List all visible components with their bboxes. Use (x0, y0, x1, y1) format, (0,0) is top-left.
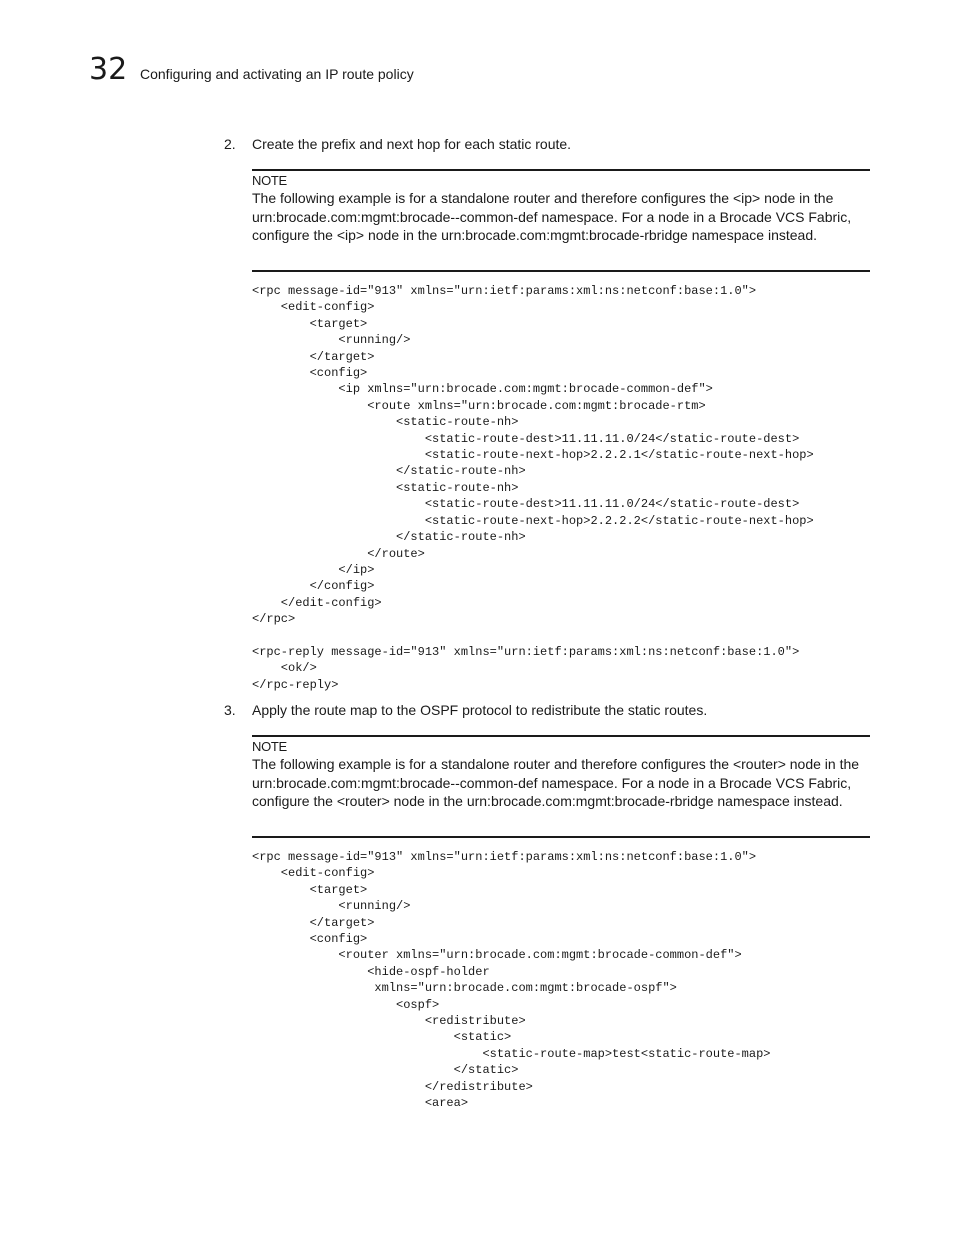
note-text: The following example is for a standalone router and therefore configures the <ip> node in the urn:brocade.com:mgmt:brocade--common-def namespace. For a node in a Brocade VCS Fabric, configure the <ip> node in the urn:brocade.com:mgmt:brocade-rbridge namespace instead. (252, 190, 852, 244)
chapter-title: Configuring and activating an IP route policy (140, 66, 414, 82)
step-number: 3. (224, 702, 236, 718)
note-box (252, 735, 870, 838)
step-3 (224, 701, 707, 719)
note-label: NOTE (252, 173, 287, 188)
step-text: Create the prefix and next hop for each static route. (252, 136, 572, 152)
note-text: The following example is for a standalone router and therefore configures the <router> node in the urn:brocade.com:mgmt:brocade--common-def namespace. For a node in a Brocade VCS Fabric, configure the <router> node in the urn:brocade.com:mgmt:brocade-rbridge namespace instead. (252, 756, 860, 810)
step-2 (224, 135, 571, 153)
code-block: <rpc message-id="913" xmlns="urn:ietf:params:xml:ns:netconf:base:1.0"> <edit-config> <target> <running/> </target> <config> <router xmlns="urn:brocade.com:mgmt:brocade-common-def"> <hide-ospf-holder xmlns="urn:brocade.com:mgmt:brocade-ospf"> <ospf> <redistribute> <static> <static-route-map>test<static-route-map> </static> </redistribute> <area> (252, 850, 771, 1111)
step-number: 2. (224, 136, 236, 152)
code-block: <rpc message-id="913" xmlns="urn:ietf:params:xml:ns:netconf:base:1.0"> <edit-config> <target> <running/> </target> <config> <ip xmlns="urn:brocade.com:mgmt:brocade-common-def"> <route xmlns="urn:brocade.com:mgmt:brocade-rtm> <static-route-nh> <static-route-dest>11.11.11.0/24</static-route-dest> <static-route-next-hop>2.2.2.1</static-route-next-hop> </static-route-nh> <static-route-nh> <static-route-dest>11.11.11.0/24</static-route-dest> <static-route-next-hop>2.2.2.2</static-route-next-hop> </static-route-nh> </route> </ip> </config> </edit-config> </rpc> <rpc-reply message-id="913" xmlns="urn:ietf:params:xml:ns:netconf:base:1.0"> <ok/> </rpc-reply> (252, 284, 814, 692)
note-label: NOTE (252, 739, 287, 754)
step-text: Apply the route map to the OSPF protocol to redistribute the static routes. (252, 702, 708, 718)
note-box (252, 169, 870, 272)
chapter-number: 32 (89, 52, 128, 87)
